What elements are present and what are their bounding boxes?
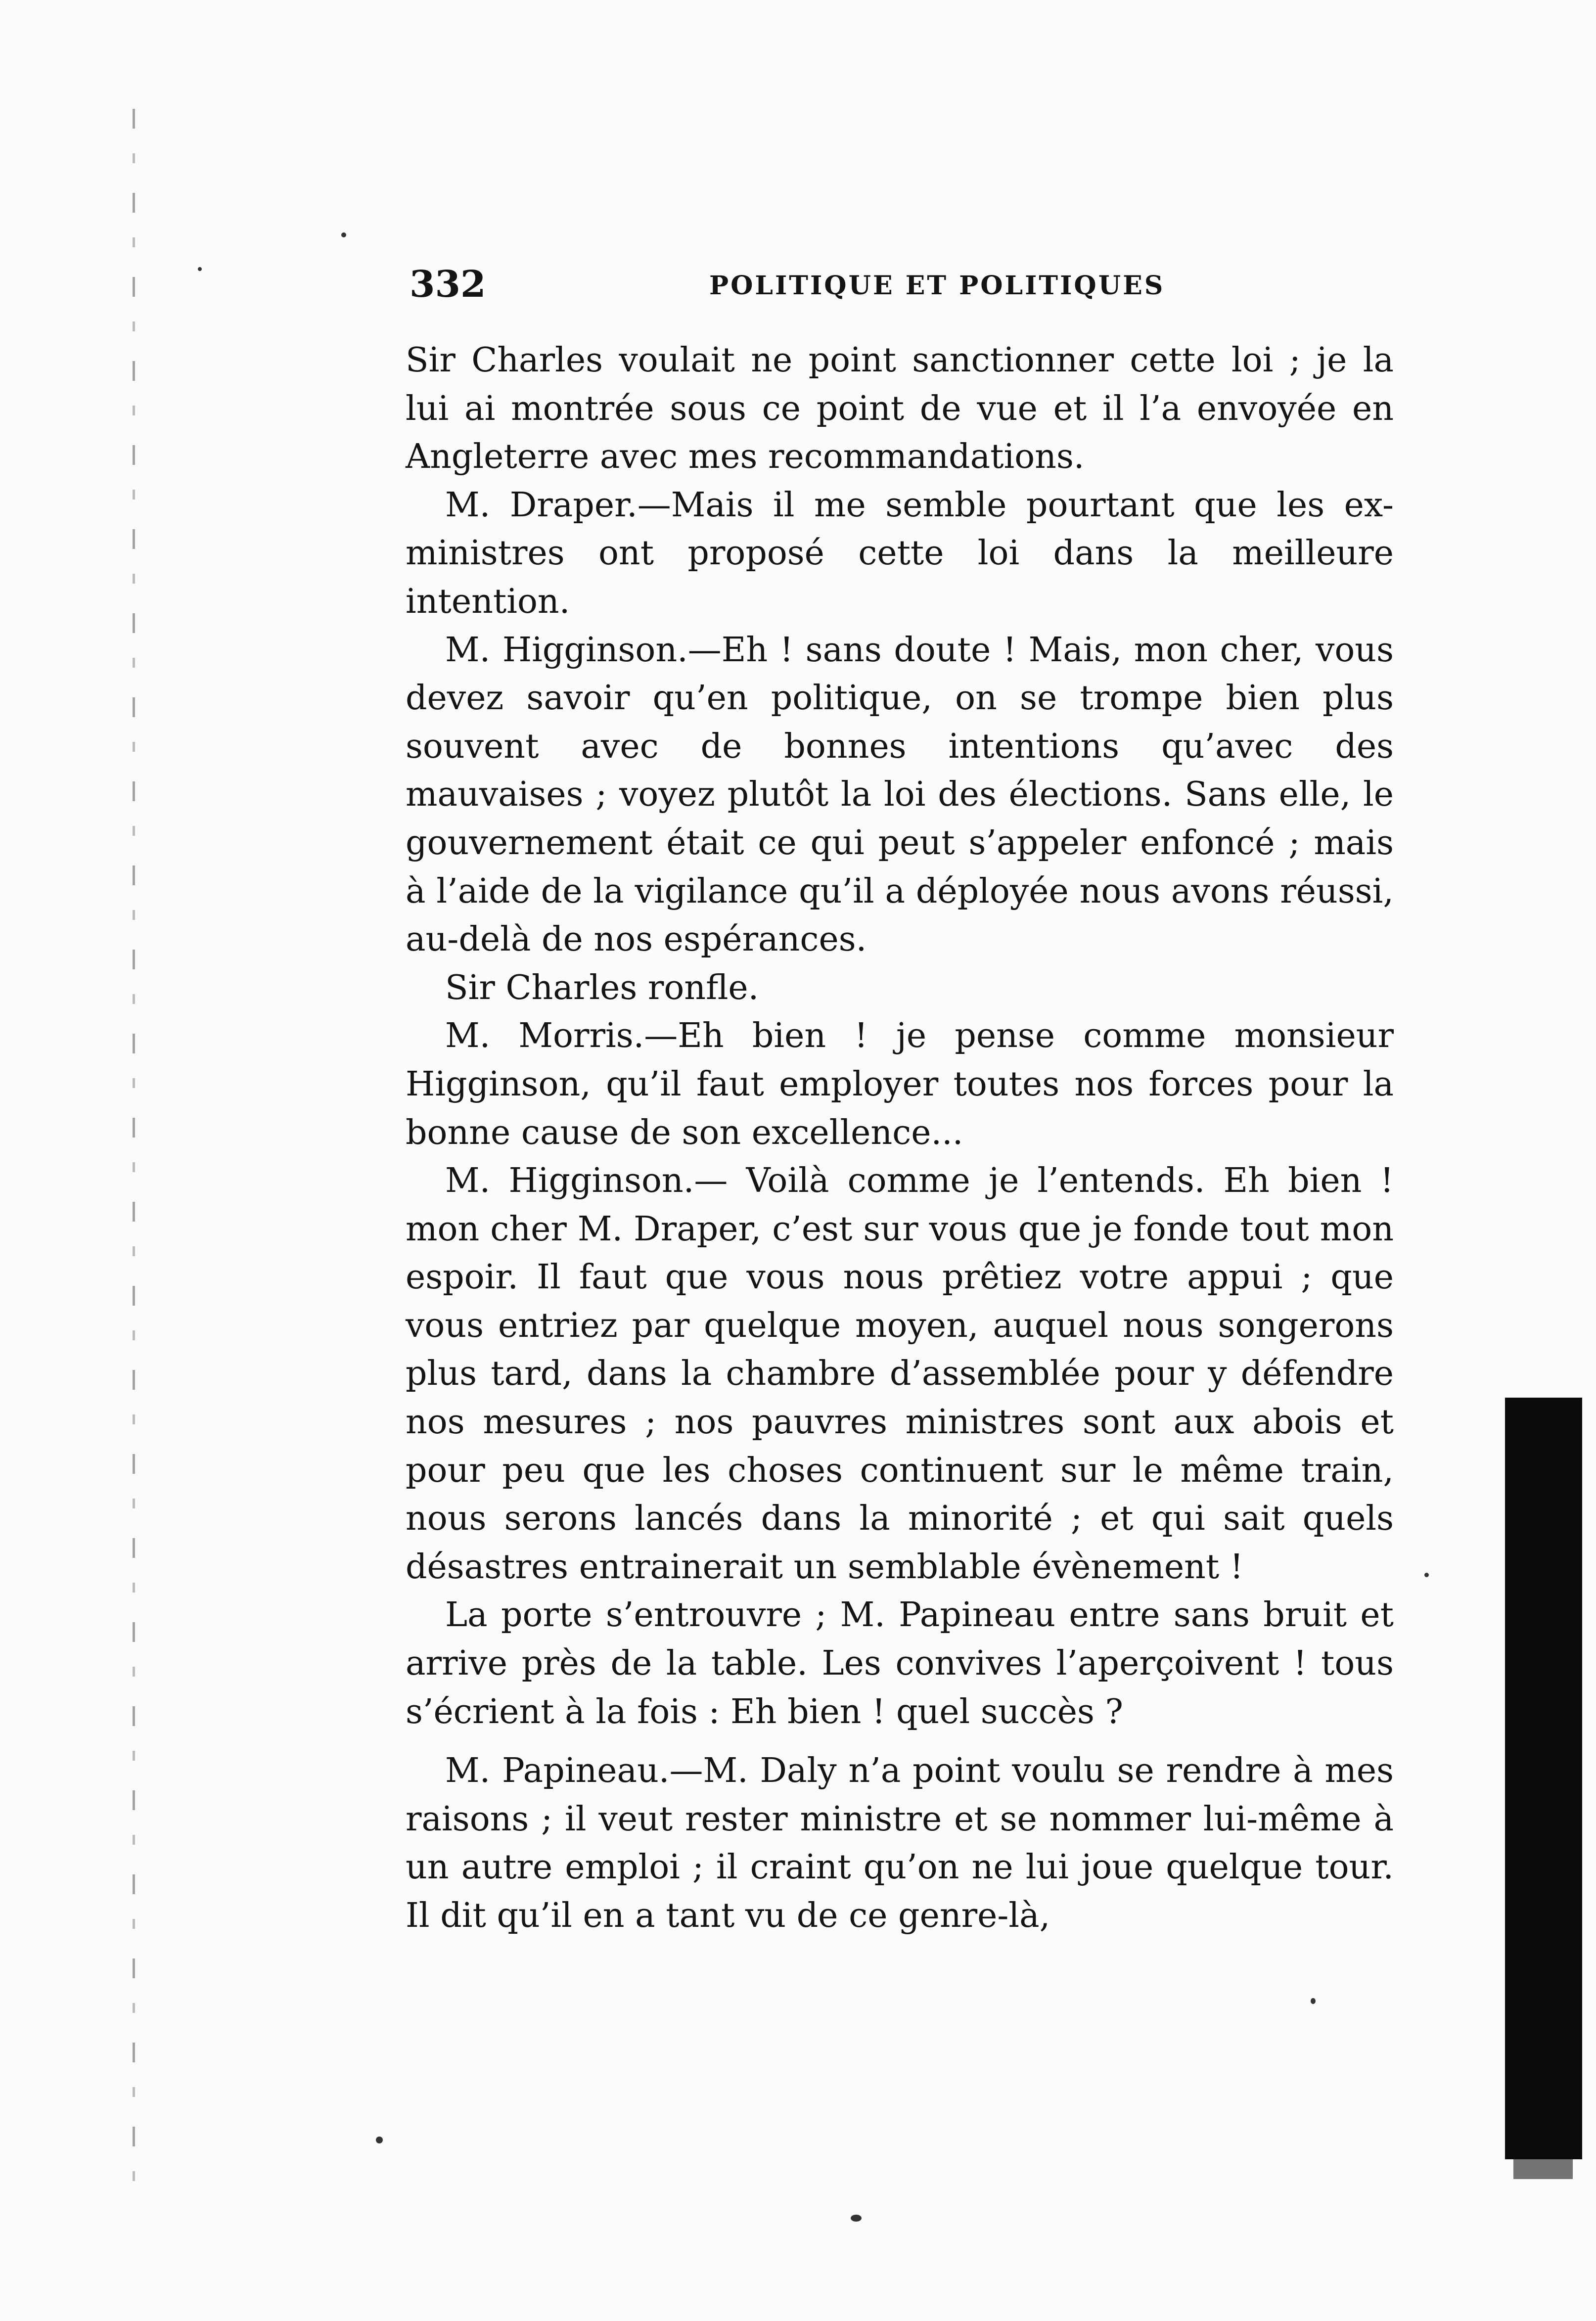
scan-speck bbox=[1311, 1998, 1316, 2004]
scan-edge-artifact bbox=[133, 109, 135, 2211]
paragraph: M. Morris.—Eh bien ! je pense comme monsieur Higginson, qu’il faut employer toutes nos forces pour la bonne cause de son excellence... bbox=[406, 1016, 1394, 1152]
paragraph: La porte s’entrouvre ; M. Papineau entre sans bruit et arrive près de la table. Les convives l’aperçoivent ! tous s’écrient à la fois : Eh bien ! quel succès ? bbox=[406, 1595, 1394, 1731]
scan-edge-shadow bbox=[1513, 2159, 1573, 2179]
paragraph: Sir Charles voulait ne point sanctionner cette loi ; je la lui ai montrée sous ce point de vue et il l’a envoyée en Angleterre avec mes recommandations. bbox=[406, 341, 1394, 477]
paragraph: M. Papineau.—M. Daly n’a point voulu se rendre à mes raisons ; il veut rester ministre et se nommer lui-même à un autre emploi ; il craint qu’on ne lui joue quelque tour. Il dit qu’il en a tant vu de ce genre-là, bbox=[406, 1751, 1394, 1935]
paragraph: M. Higginson.—Eh ! sans doute ! Mais, mon cher, vous devez savoir qu’en politique, on se trompe bien plus souvent avec de bonnes intentions qu’avec des mauvaises ; voyez plutôt la loi des élections. Sans elle, le gouvernement était ce qui peut s’appeler enfoncé ; mais à l’aide de la vigilance qu’il a déployée nous avons réussi, au-delà de nos espérances. bbox=[406, 630, 1394, 959]
paragraph: Sir Charles ronfle. bbox=[445, 968, 759, 1007]
scan-speck bbox=[1424, 1573, 1429, 1577]
paragraph: M. Higginson.— Voilà comme je l’entends. Eh bien ! mon cher M. Draper, c’est sur vous que je fonde tout mon espoir. Il faut que vous nous prêtiez votre appui ; que vous entriez par quelque moyen, auquel nous songerons plus tard, dans la chambre d’assemblée pour y défendre nos mesures ; nos pauvres ministres sont aux abois et pour peu que les choses continuent sur le même train, nous serons lancés dans la minorité ; et qui sait quels désastres entrainerait un semblable évènement ! bbox=[406, 1161, 1394, 1587]
page-number: 332 bbox=[410, 263, 486, 306]
body-text bbox=[406, 336, 1394, 1940]
scan-speck bbox=[341, 232, 346, 237]
scan-speck bbox=[198, 267, 202, 271]
scan-edge-black-bar bbox=[1505, 1398, 1582, 2159]
scan-speck bbox=[376, 2137, 383, 2143]
scan-speck bbox=[851, 2215, 862, 2222]
running-head: POLITIQUE ET POLITIQUES bbox=[709, 271, 1165, 301]
page-header bbox=[410, 262, 1394, 307]
paragraph: M. Draper.—Mais il me semble pourtant que les ex-ministres ont proposé cette loi dans la meilleure intention. bbox=[406, 485, 1394, 621]
